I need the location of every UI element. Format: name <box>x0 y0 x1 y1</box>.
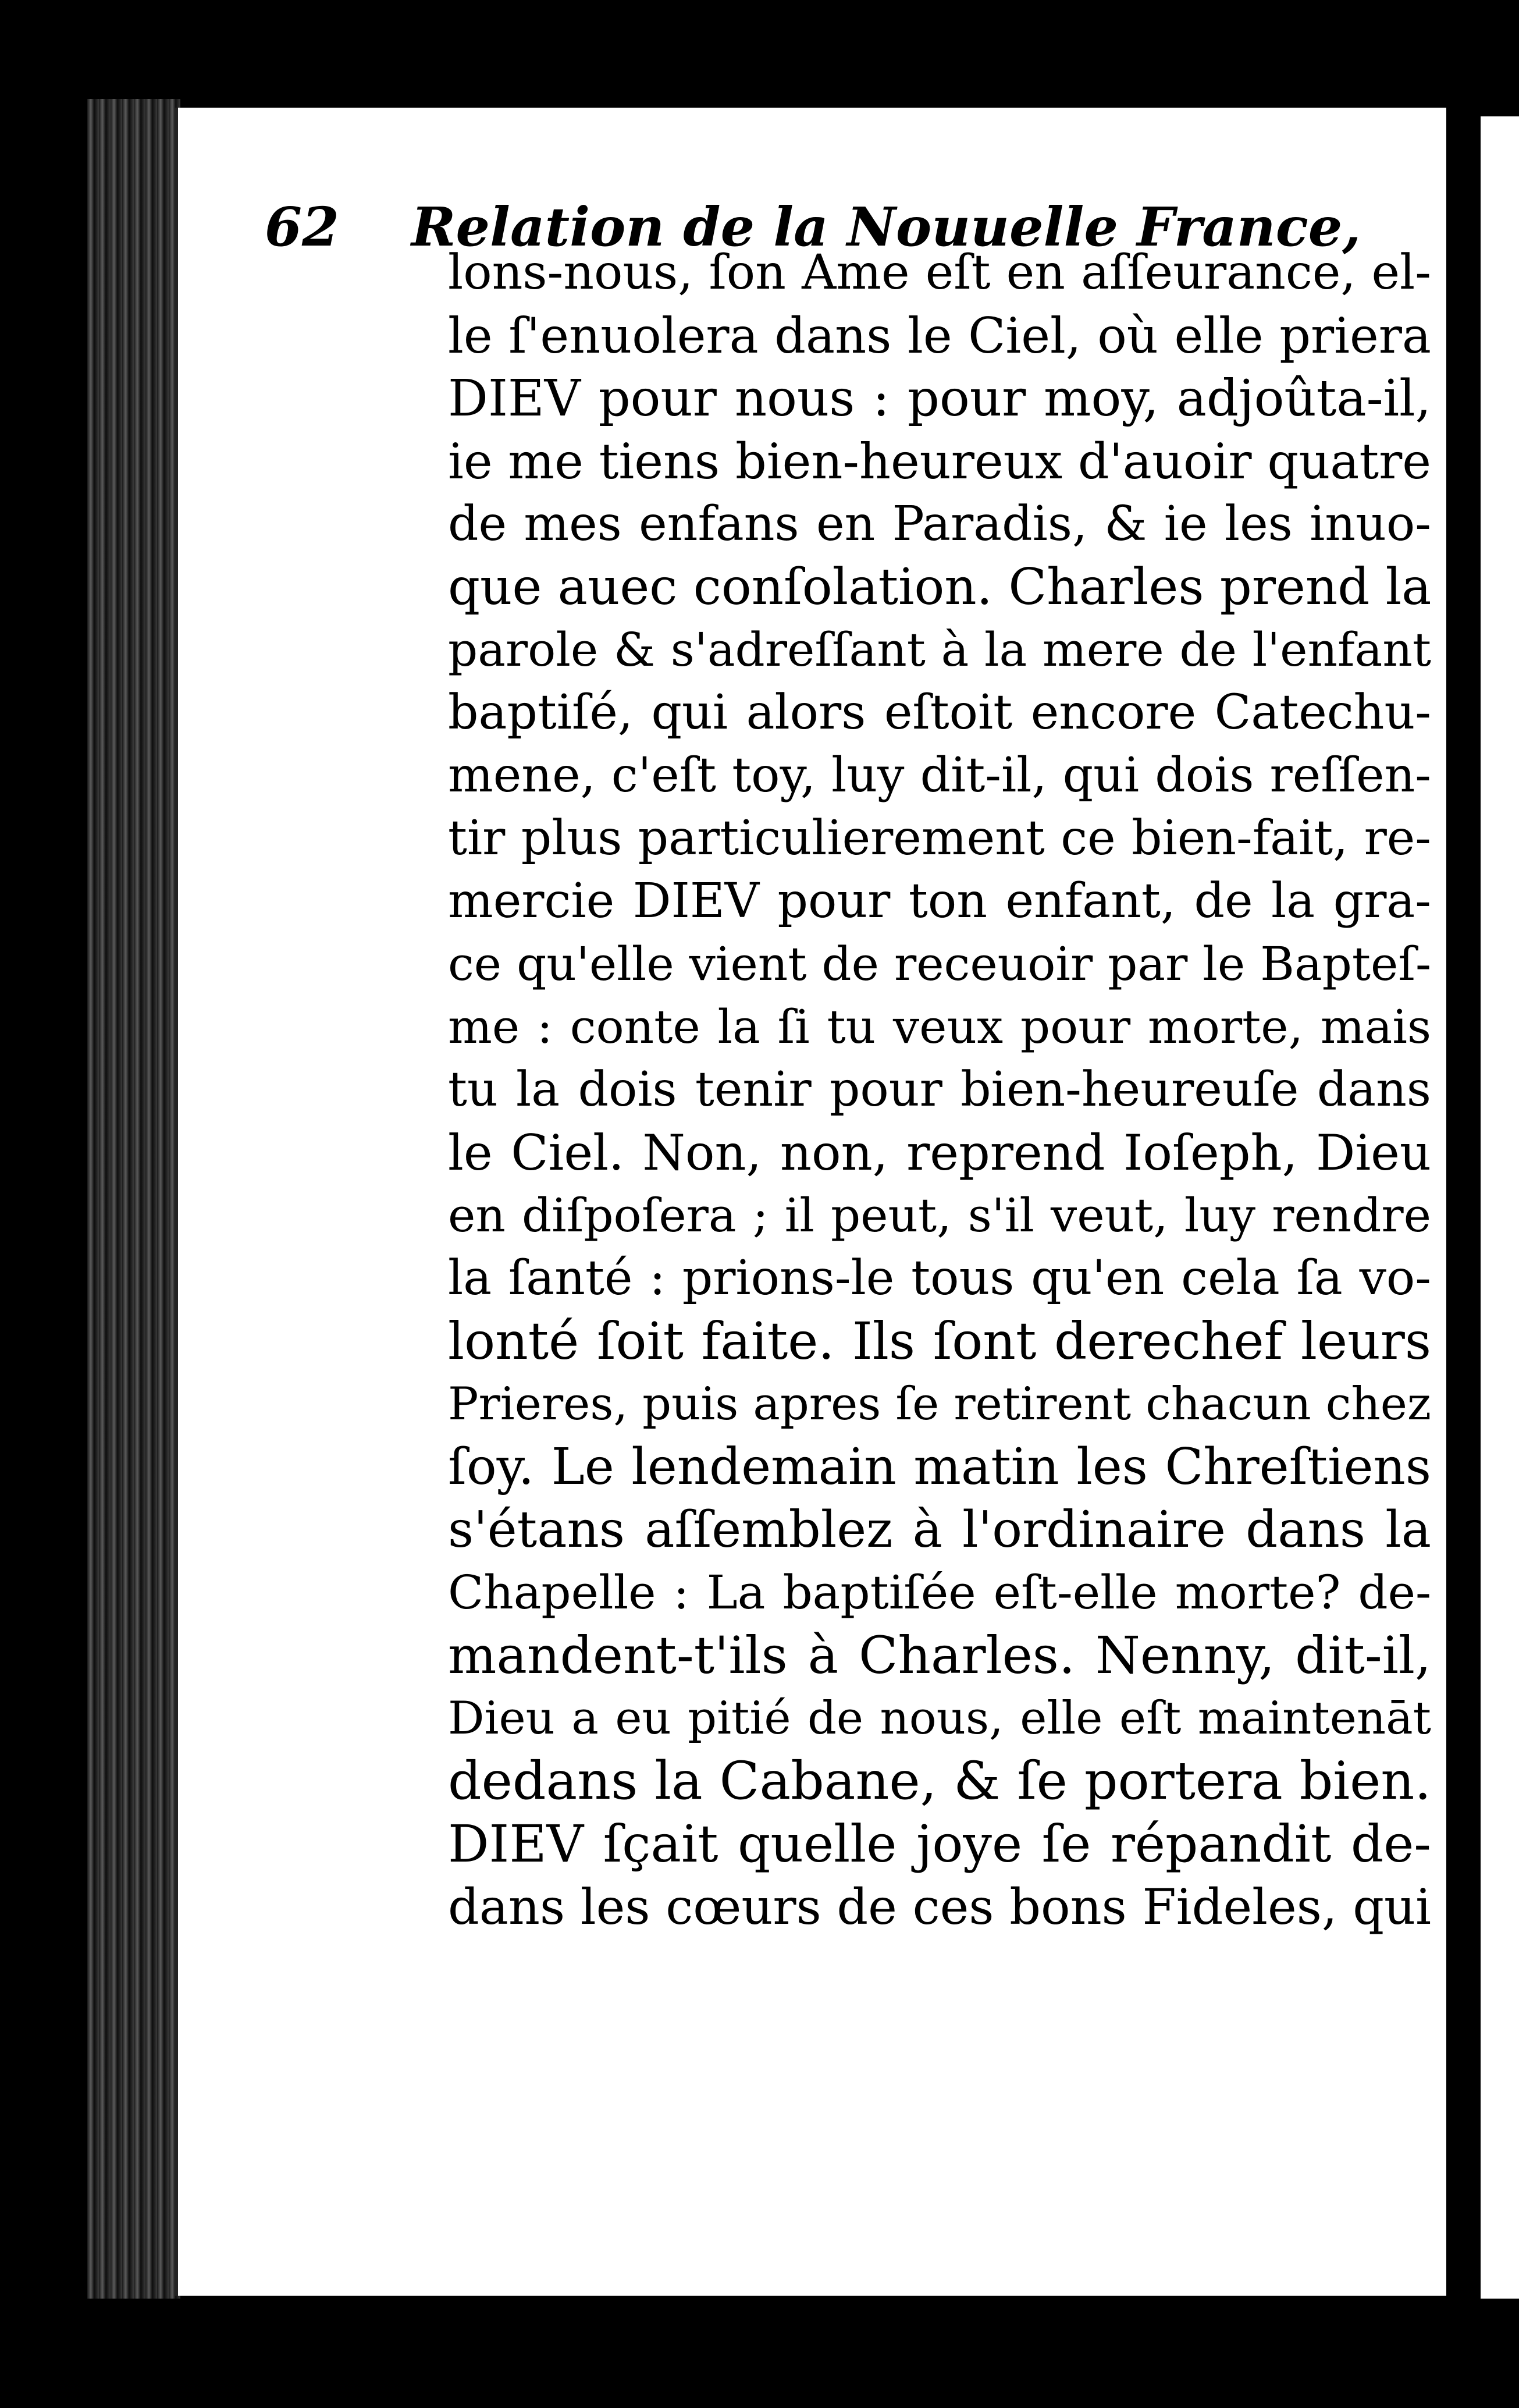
text-line: mandent-t'ils à Charles. Nenny, dit-il, <box>448 1625 1431 1685</box>
text-line: lons-nous, ſon Ame eſt en aſſeurance, el- <box>448 245 1431 300</box>
text-line: Prieres, puis apres ſe retirent chacun chez <box>448 1378 1431 1430</box>
text-line: baptiſé, qui alors eſtoit encore Catechu- <box>448 685 1431 740</box>
text-line: la ſanté : prions-le tous qu'en cela ſa vo- <box>448 1251 1431 1306</box>
text-line: Chapelle : La baptiſée eſt-elle morte? de- <box>448 1565 1431 1619</box>
text-line: DIEV pour nous : pour moy, adjoûta-il, <box>448 370 1431 428</box>
text-line: mercie DIEV pour ton enfant, de la gra- <box>448 873 1431 929</box>
body-text <box>448 241 1431 1938</box>
book-binding-gutter <box>87 99 180 2299</box>
text-line: ce qu'elle vient de receuoir par le Bapteſ- <box>448 937 1431 991</box>
running-title: Relation de la Nouuelle France, <box>411 196 1361 258</box>
text-line: le ſ'enuolera dans le Ciel, où elle priera <box>448 307 1431 364</box>
text-line: dedans la Cabane, & ſe portera bien. <box>448 1750 1431 1812</box>
text-line: ſoy. Le lendemain matin les Chreſtiens <box>448 1438 1431 1496</box>
text-line: que auec conſolation. Charles prend la <box>448 558 1432 616</box>
next-page-edge <box>1481 116 1519 2299</box>
text-line: dans les cœurs de ces bons Fideles, qui <box>448 1878 1431 1935</box>
text-line: parole & s'adreſſant à la mere de l'enfant <box>448 623 1431 677</box>
text-line: le Ciel. Non, non, reprend Ioſeph, Dieu <box>448 1124 1431 1181</box>
text-line: Dieu a eu pitié de nous, elle eſt maintenāt <box>448 1692 1431 1745</box>
text-line: mene, c'eſt toy, luy dit-il, qui dois reſſen- <box>448 748 1431 803</box>
text-line: en diſpoſera ; il peut, s'il veut, luy rendre <box>448 1188 1431 1242</box>
text-line: tir plus particulierement ce bien-fait, re- <box>448 811 1431 866</box>
page-number: 62 <box>265 196 340 258</box>
text-line: tu la dois tenir pour bien-heureuſe dans <box>448 1062 1431 1117</box>
text-line: s'étans aſſemblez à l'ordinaire dans la <box>448 1501 1431 1559</box>
text-line: ie me tiens bien-heureux d'auoir quatre <box>448 433 1431 490</box>
text-line: de mes enfans en Paradis, & ie les inuo- <box>448 496 1431 552</box>
text-line: DIEV ſçait quelle joye ſe répandit de- <box>448 1814 1431 1874</box>
text-line: lonté ſoit faite. Ils ſont derechef leurs <box>448 1311 1431 1371</box>
text-line: me : conte la ſi tu veux pour morte, mais <box>448 1000 1431 1054</box>
